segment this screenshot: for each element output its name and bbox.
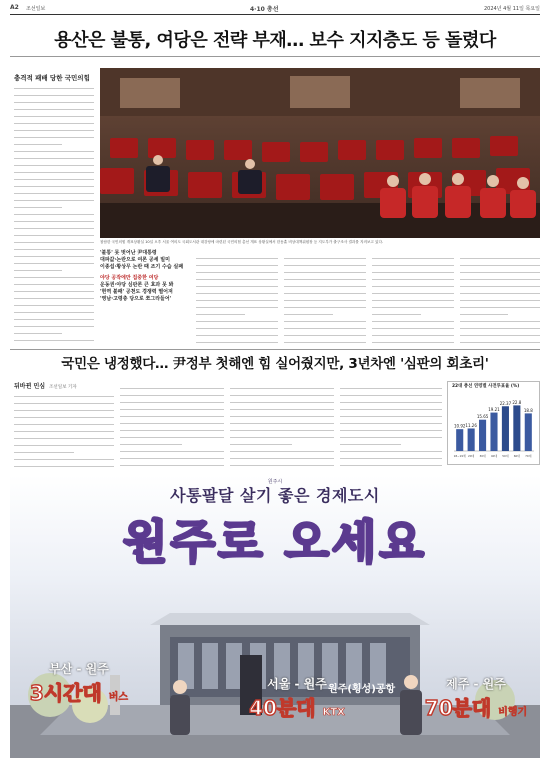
text-line bbox=[284, 295, 366, 301]
text-line bbox=[14, 258, 94, 264]
text-line bbox=[14, 146, 94, 152]
text-line bbox=[284, 337, 366, 343]
text-line bbox=[460, 337, 540, 343]
conference-hall-image bbox=[100, 68, 540, 238]
second-headline: 국민은 냉정했다… 尹정부 첫해엔 힘 실어줬지만, 3년차엔 '심판의 회초리' bbox=[61, 356, 489, 372]
text-line bbox=[196, 323, 278, 329]
subhead-6: '현역 불패' 공천도 경쟁력 떨어져 bbox=[100, 289, 173, 295]
text-line bbox=[284, 260, 366, 266]
text-line bbox=[14, 174, 94, 180]
text-line bbox=[284, 302, 366, 308]
chart-category-label: 20대 bbox=[468, 454, 475, 458]
text-line bbox=[14, 328, 62, 334]
chart-title: 22대 총선 연령별 사전투표율 (%) bbox=[452, 384, 520, 389]
chart-category-label: 30대 bbox=[479, 454, 486, 458]
route-busan bbox=[24, 660, 134, 706]
text-line bbox=[14, 188, 94, 194]
text-line bbox=[14, 202, 62, 208]
text-line bbox=[14, 286, 94, 292]
text-line bbox=[196, 267, 278, 273]
text-line bbox=[460, 274, 540, 280]
text-line bbox=[14, 391, 114, 397]
subhead-5: 운동권·야당 심판론 큰 효과 못 봐 bbox=[100, 282, 174, 288]
text-line bbox=[196, 260, 278, 266]
text-line bbox=[14, 314, 94, 320]
text-line bbox=[460, 260, 540, 266]
column-label bbox=[14, 381, 77, 390]
turnout-bar-chart bbox=[450, 391, 538, 463]
subhead-4: 야당 공작에만 집중한 여당 bbox=[100, 275, 159, 281]
text-line bbox=[14, 398, 114, 404]
text-line bbox=[284, 330, 366, 336]
headline-rule bbox=[10, 56, 540, 57]
text-line bbox=[14, 153, 94, 159]
text-line bbox=[372, 337, 454, 343]
route-jeju-mode: 비행기 bbox=[498, 707, 528, 718]
subheads bbox=[100, 250, 190, 303]
chart-bar bbox=[502, 406, 509, 451]
text-line bbox=[14, 279, 94, 285]
text-line bbox=[230, 453, 334, 459]
text-line bbox=[14, 272, 94, 278]
text-line bbox=[460, 281, 540, 287]
route-busan-time: 3시간대 bbox=[29, 681, 102, 705]
chart-data-label: 22.37 bbox=[499, 400, 512, 406]
text-line bbox=[230, 432, 334, 438]
text-line bbox=[372, 316, 454, 322]
chart-data-label: 11.26 bbox=[465, 422, 477, 428]
text-line bbox=[14, 335, 94, 341]
text-line bbox=[14, 118, 94, 124]
text-line bbox=[196, 253, 278, 259]
route-busan-label: 부산 - 원주 bbox=[49, 662, 109, 676]
text-line bbox=[372, 309, 421, 315]
chart-data-label: 10.92 bbox=[453, 423, 466, 429]
text-line bbox=[196, 302, 278, 308]
text-line bbox=[14, 167, 94, 173]
chart-bar bbox=[456, 429, 463, 451]
text-line bbox=[340, 383, 442, 389]
text-line bbox=[284, 316, 366, 322]
text-line bbox=[120, 390, 224, 396]
text-line bbox=[340, 397, 442, 403]
text-line bbox=[120, 432, 224, 438]
chart-data-label: 15.65 bbox=[476, 414, 489, 420]
header-rule bbox=[10, 14, 540, 15]
text-line bbox=[372, 260, 454, 266]
chart-category-label: 18~19세 bbox=[453, 454, 466, 458]
text-line bbox=[372, 288, 454, 294]
text-line bbox=[460, 267, 540, 273]
text-line bbox=[460, 309, 508, 315]
text-line bbox=[284, 274, 366, 280]
column-title: 뒤바뀐 민심 bbox=[14, 383, 46, 390]
text-line bbox=[14, 216, 94, 222]
text-line bbox=[340, 460, 442, 466]
text-line bbox=[14, 230, 94, 236]
route-seoul-time: 40분대 bbox=[249, 696, 316, 720]
text-line bbox=[340, 425, 442, 431]
airport-sign: 원주(횡성)공항 bbox=[328, 684, 396, 695]
text-line bbox=[14, 440, 114, 446]
chart-data-label: 18.8 bbox=[523, 407, 533, 413]
text-line bbox=[120, 397, 224, 403]
chart-bar bbox=[479, 420, 486, 451]
text-line bbox=[284, 267, 366, 273]
text-line bbox=[120, 460, 224, 466]
route-seoul bbox=[242, 675, 352, 721]
subhead-2: 대파값·논란으로 여론 공세 빌미 bbox=[100, 257, 170, 263]
chart-category-label: 60대 bbox=[513, 454, 520, 458]
ad-slogan: 원주로 오세요 bbox=[123, 515, 427, 569]
text-line bbox=[120, 439, 182, 445]
article2-body-col-3 bbox=[230, 383, 334, 469]
subhead-1: '불통' 못 벗어난 尹대통령 bbox=[100, 250, 157, 256]
text-line bbox=[196, 288, 278, 294]
text-line bbox=[14, 461, 114, 467]
route-jeju bbox=[416, 675, 536, 721]
article-body-col-5 bbox=[460, 253, 540, 345]
text-line bbox=[284, 323, 366, 329]
text-line bbox=[372, 302, 454, 308]
text-line bbox=[372, 281, 454, 287]
lede: 충격적 패배 당한 국민의힘 bbox=[14, 74, 90, 82]
text-line bbox=[14, 97, 94, 103]
text-line bbox=[372, 323, 454, 329]
text-line bbox=[14, 132, 94, 138]
text-line bbox=[340, 411, 442, 417]
text-line bbox=[14, 293, 94, 299]
text-line bbox=[230, 397, 334, 403]
text-line bbox=[460, 302, 540, 308]
text-line bbox=[196, 274, 278, 280]
text-line bbox=[372, 295, 454, 301]
text-line bbox=[14, 111, 94, 117]
text-line bbox=[196, 309, 245, 315]
photo-caption: 참담한 국민의힘 개표상황실 10일 오후 서울 여의도 국회도서관 대강당에 마련된 국민의힘 총선 개표 상황실에서 한동훈 비상대책위원장 등 지도부가 출구조사 결과를 지켜보고 있다. bbox=[100, 240, 384, 244]
text-line bbox=[196, 281, 278, 287]
text-line bbox=[14, 139, 62, 145]
text-line bbox=[120, 446, 224, 452]
text-line bbox=[14, 321, 94, 327]
text-line bbox=[284, 309, 333, 315]
text-line bbox=[230, 460, 334, 466]
chart-data-label: 19.21 bbox=[488, 407, 500, 413]
text-line bbox=[14, 160, 94, 166]
article2-body-col-2 bbox=[120, 383, 224, 469]
text-line bbox=[14, 90, 94, 96]
text-line bbox=[14, 209, 94, 215]
article2-body-col-4 bbox=[340, 383, 442, 469]
text-line bbox=[120, 411, 224, 417]
text-line bbox=[230, 446, 334, 452]
text-line bbox=[284, 253, 366, 259]
text-line bbox=[14, 251, 94, 257]
text-line bbox=[230, 390, 334, 396]
text-line bbox=[14, 104, 94, 110]
text-line bbox=[340, 390, 442, 396]
text-line bbox=[372, 253, 454, 259]
text-line bbox=[230, 383, 334, 389]
text-line bbox=[14, 433, 114, 439]
chart-bar bbox=[468, 428, 475, 451]
text-line bbox=[14, 307, 94, 313]
text-line bbox=[14, 412, 114, 418]
text-line bbox=[284, 288, 366, 294]
text-line bbox=[372, 267, 454, 273]
paper-name: 조선일보 bbox=[26, 6, 46, 12]
text-line bbox=[14, 265, 62, 271]
route-jeju-time: 70분대 bbox=[424, 696, 492, 720]
route-jeju-label: 제주 - 원주 bbox=[446, 677, 506, 691]
column-byline: 조선일보 기자 bbox=[49, 385, 77, 390]
text-line bbox=[14, 426, 114, 432]
text-line bbox=[230, 404, 334, 410]
text-line bbox=[460, 323, 540, 329]
text-line bbox=[14, 237, 94, 243]
subhead-7: '영남·고령층 당으로 쪼그라들어' bbox=[100, 296, 172, 302]
text-line bbox=[14, 181, 94, 187]
article-body-col-2 bbox=[196, 253, 278, 345]
article-body-col-4 bbox=[372, 253, 454, 345]
article-body-col-3 bbox=[284, 253, 366, 345]
chart-category-label: 40대 bbox=[490, 454, 498, 458]
text-line bbox=[230, 439, 292, 445]
article2-body-col-1 bbox=[14, 391, 114, 469]
text-line bbox=[340, 446, 442, 452]
section-rule bbox=[10, 349, 540, 350]
text-line bbox=[14, 83, 94, 89]
text-line bbox=[340, 418, 442, 424]
text-line bbox=[120, 418, 224, 424]
issue-date: 2024년 4월 11일 목요일 bbox=[483, 6, 540, 12]
text-line bbox=[14, 419, 114, 425]
text-line bbox=[460, 253, 540, 259]
page-header bbox=[10, 4, 540, 14]
page-number: A2 bbox=[10, 4, 19, 11]
text-line bbox=[230, 425, 334, 431]
route-seoul-mode: KTX bbox=[322, 707, 345, 718]
chart-bar bbox=[490, 413, 497, 451]
text-line bbox=[372, 274, 454, 280]
advertisement[interactable] bbox=[10, 475, 540, 758]
chart-category-label: 50대 bbox=[502, 454, 509, 458]
text-line bbox=[284, 281, 366, 287]
text-line bbox=[230, 418, 334, 424]
subhead-3: 이종섭·황상무 논란 때 조기 수습 실패 bbox=[100, 264, 184, 270]
chart-bar bbox=[525, 413, 532, 451]
text-line bbox=[14, 454, 114, 460]
text-line bbox=[196, 337, 278, 343]
chart-data-label: 22.8 bbox=[512, 399, 522, 405]
text-line bbox=[120, 425, 224, 431]
text-line bbox=[120, 453, 224, 459]
chart-bar bbox=[513, 405, 520, 451]
text-line bbox=[196, 295, 278, 301]
text-line bbox=[340, 439, 401, 445]
text-line bbox=[120, 404, 224, 410]
text-line bbox=[14, 195, 94, 201]
text-line bbox=[340, 453, 442, 459]
text-line bbox=[340, 432, 442, 438]
route-busan-mode: 버스 bbox=[108, 692, 129, 703]
main-headline: 용산은 불통, 여당은 전략 부재… 보수 지지층도 등 돌렸다 bbox=[54, 30, 496, 51]
text-line bbox=[196, 316, 278, 322]
text-line bbox=[460, 330, 540, 336]
text-line bbox=[14, 405, 114, 411]
text-line bbox=[14, 447, 74, 453]
text-line bbox=[372, 330, 454, 336]
article-body-col-1 bbox=[14, 83, 94, 348]
route-seoul-label: 서울 - 원주 bbox=[267, 677, 327, 691]
text-line bbox=[196, 330, 278, 336]
text-line bbox=[14, 244, 94, 250]
text-line bbox=[460, 295, 540, 301]
text-line bbox=[14, 300, 94, 306]
ad-tagline: 사통팔달 살기 좋은 경제도시 bbox=[170, 486, 380, 505]
text-line bbox=[120, 383, 224, 389]
text-line bbox=[340, 404, 442, 410]
ad-brand: 원주시 bbox=[267, 479, 283, 485]
chart-category-label: 70대 bbox=[525, 454, 532, 458]
section-name: 4·10 총선 bbox=[250, 6, 279, 13]
main-photo bbox=[100, 68, 540, 238]
text-line bbox=[14, 223, 94, 229]
text-line bbox=[230, 411, 334, 417]
text-line bbox=[14, 125, 94, 131]
text-line bbox=[460, 288, 540, 294]
text-line bbox=[460, 316, 540, 322]
